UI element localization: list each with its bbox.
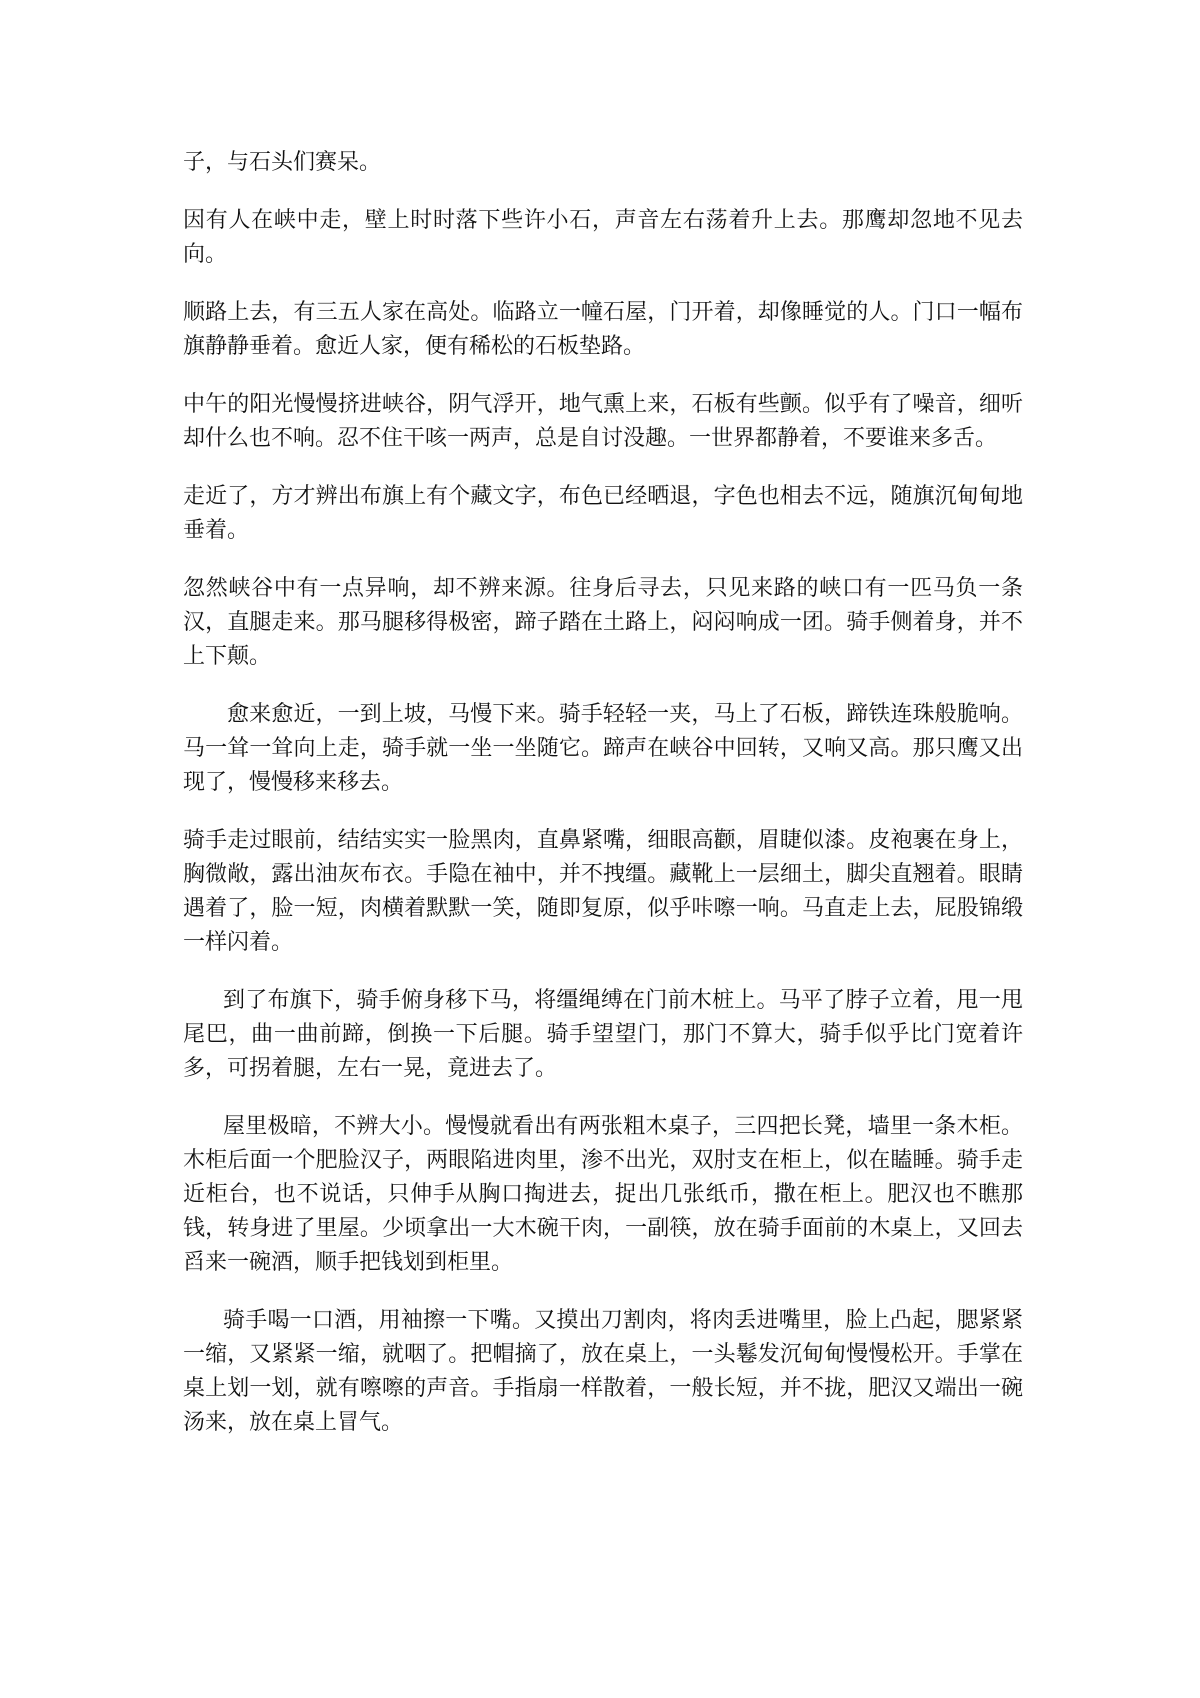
paragraph-9: 到了布旗下，骑手俯身移下马，将缰绳缚在门前木桩上。马平了脖子立着，甩一甩尾巴，曲一曲前蹄，倒换一下后腿。骑手望望门，那门不算大，骑手似乎比门宽着许多，可拐着腿，左右一晃，竟进去了。 — [183, 988, 1023, 1081]
paragraph-4: 中午的阳光慢慢挤进峡谷，阴气浮开，地气熏上来，石板有些颤。似乎有了噪音，细听却什么也不响。忍不住干咳一两声，总是自讨没趣。一世界都静着，不要谁来多舌。 — [183, 392, 1023, 451]
paragraph-6: 忽然峡谷中有一点异响，却不辨来源。往身后寻去，只见来路的峡口有一匹马负一条汉，直腿走来。那马腿移得极密，蹄子踏在土路上，闷闷响成一团。骑手侧着身，并不上下颠。 — [183, 576, 1023, 669]
paragraph-3: 顺路上去，有三五人家在高处。临路立一幢石屋，门开着，却像睡觉的人。门口一幅布旗静静垂着。愈近人家，便有稀松的石板垫路。 — [183, 300, 1023, 359]
paragraph-10: 屋里极暗，不辨大小。慢慢就看出有两张粗木桌子，三四把长凳，墙里一条木柜。木柜后面一个肥脸汉子，两眼陷进肉里，渗不出光，双肘支在柜上，似在瞌睡。骑手走近柜台，也不说话，只伸手从胸口掏进去，捉出几张纸币，撒在柜上。肥汉也不瞧那钱，转身进了里屋。少顷拿出一大木碗干肉，一副筷，放在骑手面前的木桌上，又回去舀来一碗酒，顺手把钱划到柜里。 — [183, 1114, 1023, 1275]
paragraph-5: 走近了，方才辨出布旗上有个藏文字，布色已经晒退，字色也相去不远，随旗沉甸甸地垂着。 — [183, 484, 1023, 543]
paragraph-11: 骑手喝一口酒，用袖擦一下嘴。又摸出刀割肉，将肉丢进嘴里，脸上凸起，腮紧紧一缩，又紧紧一缩，就咽了。把帽摘了，放在桌上，一头鬈发沉甸甸慢慢松开。手掌在桌上划一划，就有嚓嚓的声音。手指扇一样散着，一般长短，并不拢，肥汉又端出一碗汤来，放在桌上冒气。 — [183, 1308, 1023, 1435]
paragraph-7: 愈来愈近，一到上坡，马慢下来。骑手轻轻一夹，马上了石板，蹄铁连珠般脆响。马一耸一耸向上走，骑手就一坐一坐随它。蹄声在峡谷中回转，又响又高。那只鹰又出现了，慢慢移来移去。 — [183, 702, 1023, 795]
paragraph-1: 子，与石头们赛呆。 — [183, 150, 382, 175]
document-page — [183, 146, 1023, 1464]
paragraph-2: 因有人在峡中走，壁上时时落下些许小石，声音左右荡着升上去。那鹰却忽地不见去向。 — [183, 208, 1023, 267]
paragraph-8: 骑手走过眼前，结结实实一脸黑肉，直鼻紧嘴，细眼高颧，眉睫似漆。皮袍裹在身上，胸微敞，露出油灰布衣。手隐在袖中，并不拽缰。藏靴上一层细土，脚尖直翘着。眼睛遇着了，脸一短，肉横着默默一笑，随即复原，似乎咔嚓一响。马直走上去，屁股锦缎一样闪着。 — [183, 828, 1023, 955]
